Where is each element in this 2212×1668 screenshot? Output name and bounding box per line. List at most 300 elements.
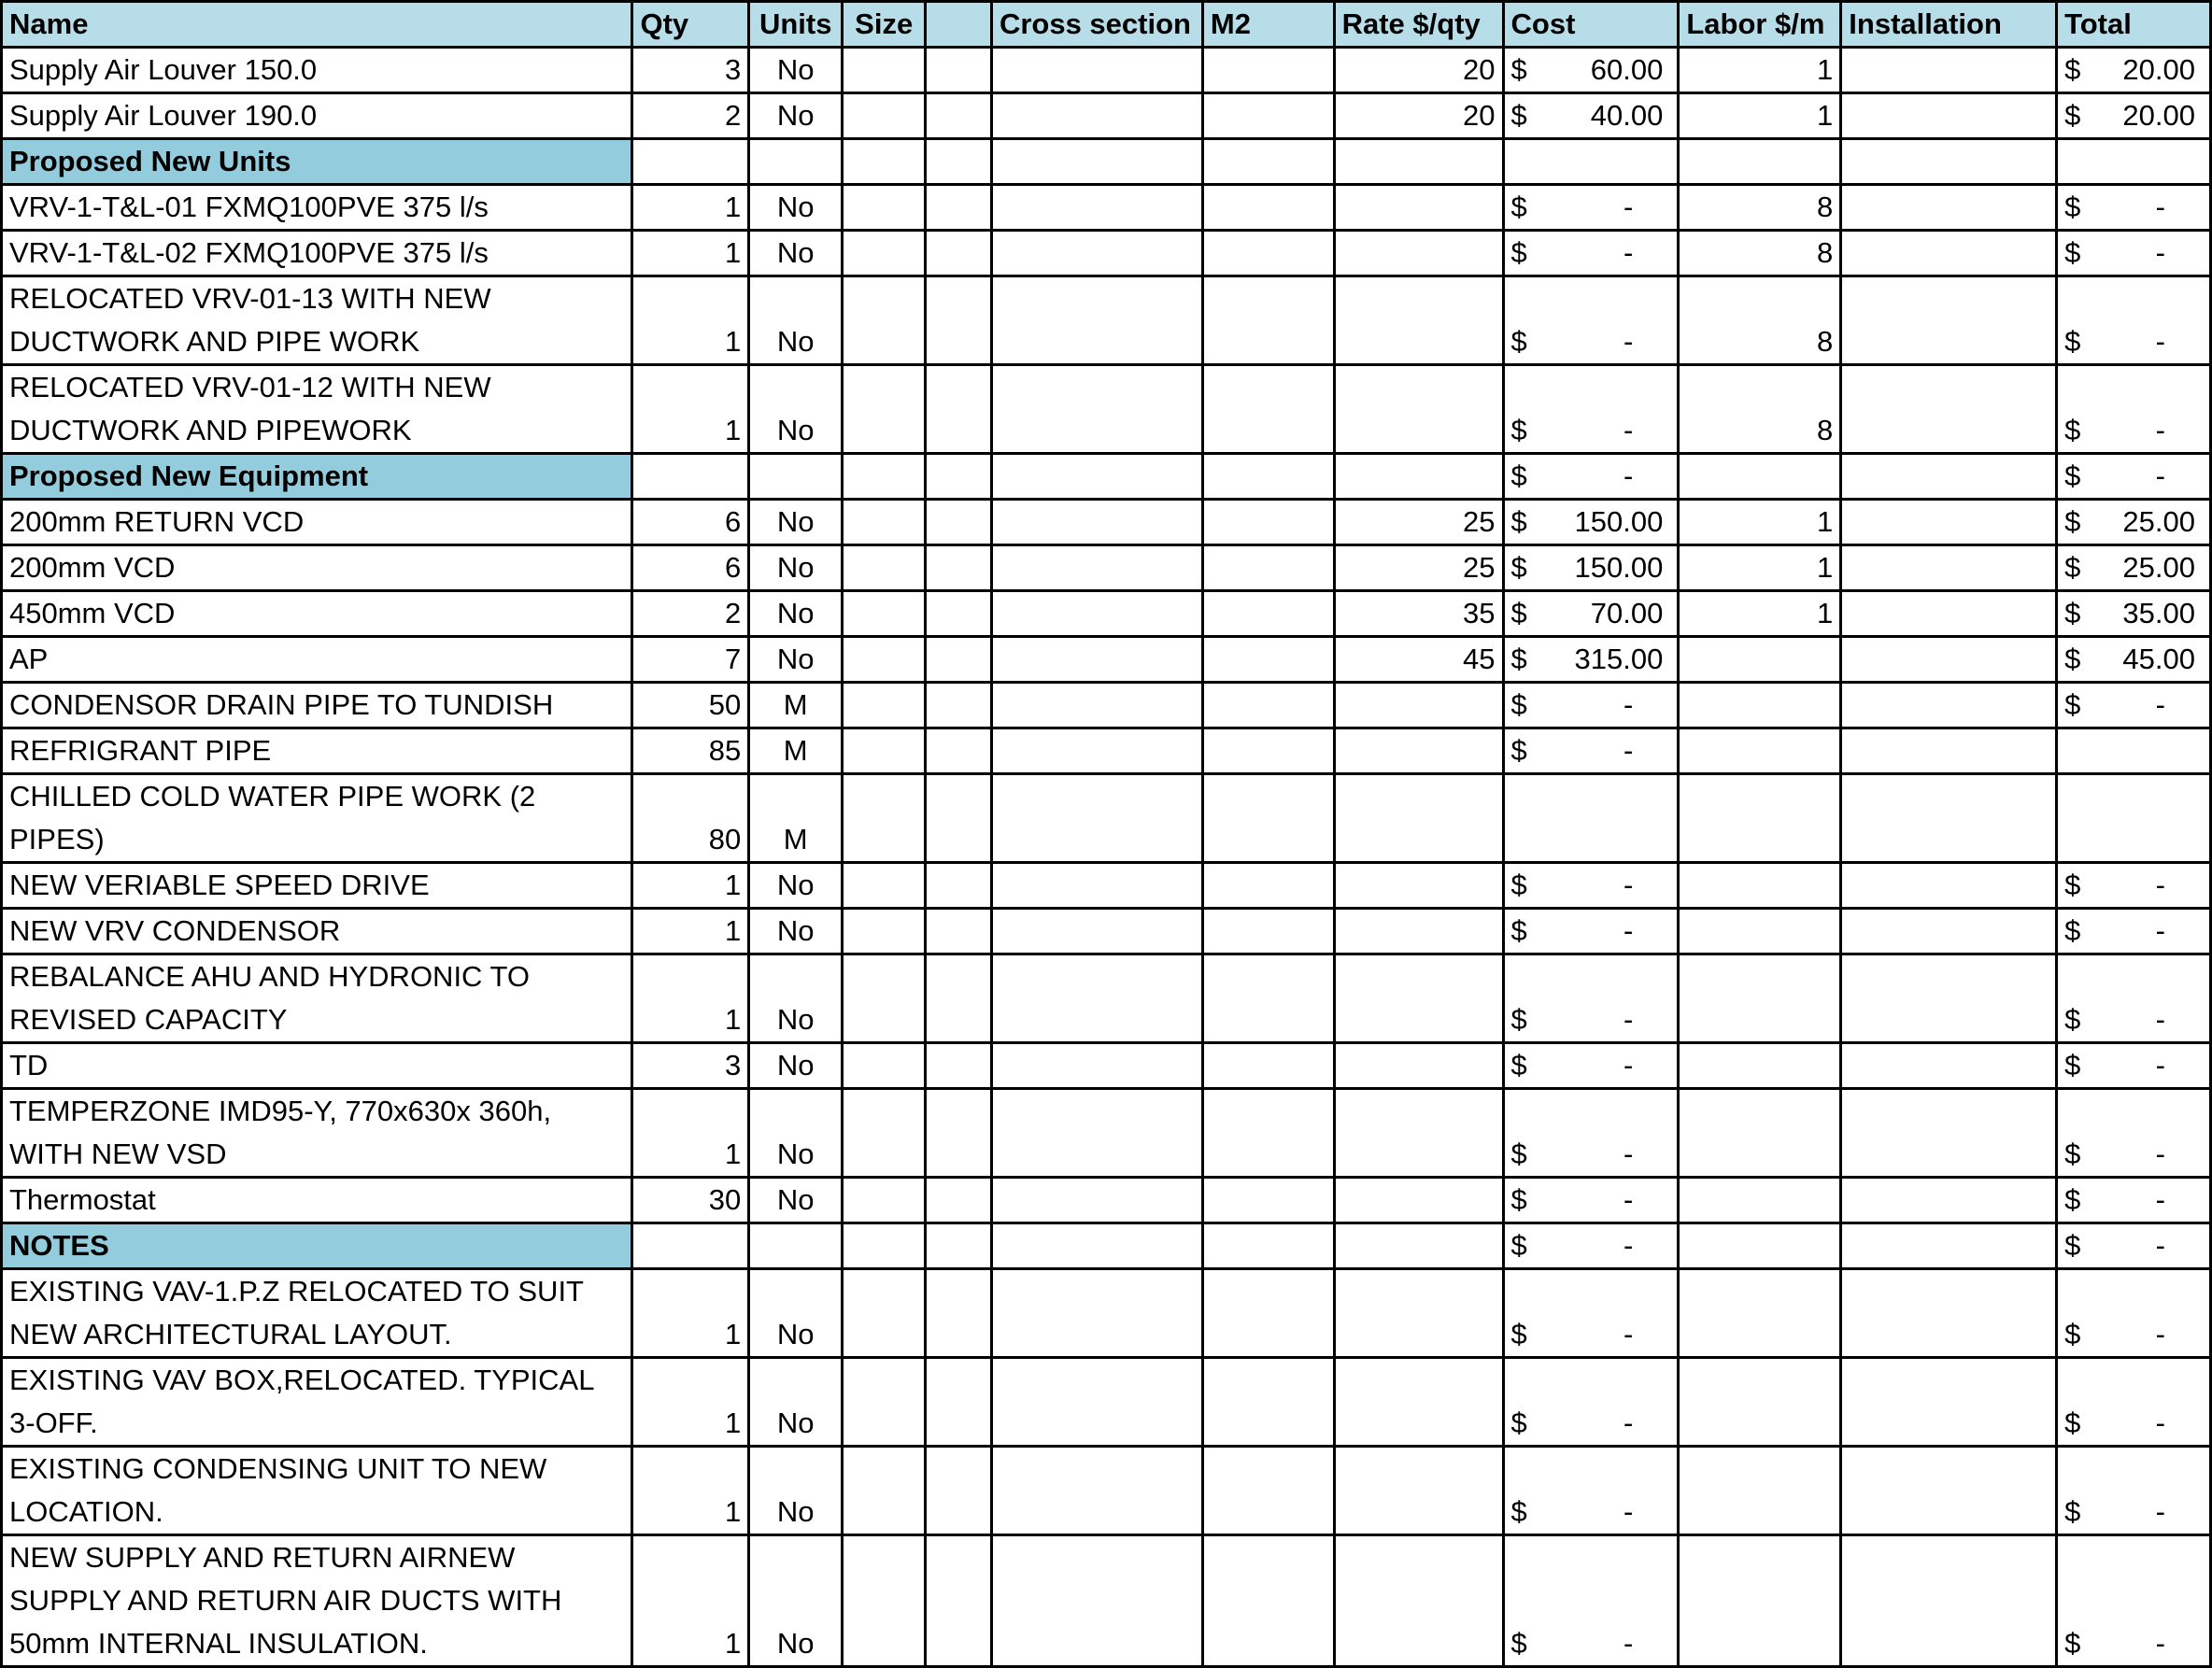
cell-cross-section[interactable] (991, 454, 1202, 500)
cell-installation[interactable] (1841, 231, 2057, 276)
cell-size[interactable] (843, 1358, 926, 1447)
cell-m2[interactable] (1202, 591, 1334, 637)
cell-total[interactable] (2057, 48, 2211, 93)
header-size[interactable]: Size (843, 2, 926, 48)
cell-rate[interactable] (1334, 1089, 1503, 1178)
cell-size-2[interactable] (926, 909, 992, 954)
cell-cross-section[interactable] (991, 774, 1202, 863)
cell-rate[interactable] (1334, 1269, 1503, 1358)
cell-units[interactable]: No (749, 1535, 843, 1667)
cell-qty[interactable]: 1 (632, 231, 749, 276)
cell-units[interactable]: No (749, 500, 843, 545)
cell-cost[interactable] (1503, 774, 1679, 863)
cell-name[interactable]: Supply Air Louver 190.0 (2, 93, 632, 139)
cell-name[interactable]: EXISTING CONDENSING UNIT TO NEW LOCATION. (2, 1447, 632, 1535)
header-installation[interactable]: Installation (1841, 2, 2057, 48)
cell-m2[interactable] (1202, 728, 1334, 774)
cell-cost[interactable] (1503, 276, 1679, 365)
cell-m2[interactable] (1202, 1535, 1334, 1667)
cell-cost[interactable] (1503, 1535, 1679, 1667)
cell-size[interactable] (843, 48, 926, 93)
cell-units[interactable]: No (749, 1269, 843, 1358)
cell-installation[interactable] (1841, 93, 2057, 139)
cell-total[interactable] (2057, 591, 2211, 637)
cell-labor[interactable] (1679, 637, 1841, 683)
cell-installation[interactable] (1841, 500, 2057, 545)
cell-cross-section[interactable] (991, 954, 1202, 1043)
cell-rate[interactable]: 20 (1334, 48, 1503, 93)
cell-cost[interactable] (1503, 545, 1679, 591)
cell-cost[interactable] (1503, 909, 1679, 954)
cell-qty[interactable]: 6 (632, 545, 749, 591)
cell-labor[interactable] (1679, 139, 1841, 185)
cell-installation[interactable] (1841, 954, 2057, 1043)
cell-rate[interactable]: 35 (1334, 591, 1503, 637)
cell-qty[interactable]: 6 (632, 500, 749, 545)
cell-size[interactable] (843, 1178, 926, 1223)
cell-units[interactable]: No (749, 1358, 843, 1447)
cell-qty[interactable]: 1 (632, 1535, 749, 1667)
cell-units[interactable]: No (749, 1178, 843, 1223)
cell-m2[interactable] (1202, 1358, 1334, 1447)
cell-size-2[interactable] (926, 863, 992, 909)
cell-cost[interactable] (1503, 1269, 1679, 1358)
cell-size[interactable] (843, 728, 926, 774)
cell-size-2[interactable] (926, 728, 992, 774)
cell-labor[interactable]: 8 (1679, 185, 1841, 231)
cell-name[interactable]: RELOCATED VRV-01-12 WITH NEW DUCTWORK AND PIPEWORK (2, 365, 632, 454)
cell-qty[interactable]: 1 (632, 1447, 749, 1535)
cell-cost[interactable] (1503, 93, 1679, 139)
cell-total[interactable] (2057, 1043, 2211, 1089)
cell-m2[interactable] (1202, 637, 1334, 683)
cell-m2[interactable] (1202, 774, 1334, 863)
cell-installation[interactable] (1841, 637, 2057, 683)
cell-rate[interactable]: 45 (1334, 637, 1503, 683)
cell-labor[interactable]: 1 (1679, 545, 1841, 591)
cell-cost[interactable] (1503, 48, 1679, 93)
cell-labor[interactable] (1679, 1089, 1841, 1178)
cell-cross-section[interactable] (991, 1535, 1202, 1667)
cell-qty[interactable]: 1 (632, 1358, 749, 1447)
cell-rate[interactable] (1334, 139, 1503, 185)
cell-labor[interactable] (1679, 683, 1841, 728)
cell-m2[interactable] (1202, 1269, 1334, 1358)
cell-cost[interactable] (1503, 1178, 1679, 1223)
cell-cross-section[interactable] (991, 139, 1202, 185)
cell-qty[interactable]: 1 (632, 1269, 749, 1358)
cell-size-2[interactable] (926, 1358, 992, 1447)
cell-labor[interactable] (1679, 909, 1841, 954)
cell-total[interactable] (2057, 909, 2211, 954)
cell-total[interactable] (2057, 93, 2211, 139)
cell-installation[interactable] (1841, 1089, 2057, 1178)
cell-qty[interactable]: 1 (632, 185, 749, 231)
cell-cost[interactable] (1503, 185, 1679, 231)
cell-installation[interactable] (1841, 863, 2057, 909)
header-units[interactable]: Units (749, 2, 843, 48)
cell-total[interactable] (2057, 954, 2211, 1043)
cell-cross-section[interactable] (991, 276, 1202, 365)
cell-size-2[interactable] (926, 1447, 992, 1535)
cell-qty[interactable]: 2 (632, 591, 749, 637)
cell-total[interactable] (2057, 1535, 2211, 1667)
cell-cost[interactable] (1503, 1223, 1679, 1269)
cell-size[interactable] (843, 231, 926, 276)
cell-cross-section[interactable] (991, 365, 1202, 454)
cell-rate[interactable] (1334, 1178, 1503, 1223)
cell-units[interactable]: No (749, 1043, 843, 1089)
cell-total[interactable] (2057, 728, 2211, 774)
cell-cross-section[interactable] (991, 728, 1202, 774)
cell-total[interactable] (2057, 454, 2211, 500)
cell-labor[interactable] (1679, 1178, 1841, 1223)
cell-size-2[interactable] (926, 1043, 992, 1089)
cell-cross-section[interactable] (991, 1447, 1202, 1535)
cell-cross-section[interactable] (991, 1223, 1202, 1269)
cell-size-2[interactable] (926, 276, 992, 365)
cell-size-2[interactable] (926, 500, 992, 545)
cell-qty[interactable]: 30 (632, 1178, 749, 1223)
cell-units[interactable]: No (749, 637, 843, 683)
cell-installation[interactable] (1841, 545, 2057, 591)
cell-size-2[interactable] (926, 93, 992, 139)
cell-rate[interactable] (1334, 1535, 1503, 1667)
cell-name[interactable]: RELOCATED VRV-01-13 WITH NEW DUCTWORK AND PIPE WORK (2, 276, 632, 365)
cell-units[interactable]: No (749, 48, 843, 93)
cell-qty[interactable]: 3 (632, 48, 749, 93)
cell-cost[interactable] (1503, 591, 1679, 637)
cell-size-2[interactable] (926, 545, 992, 591)
cell-m2[interactable] (1202, 139, 1334, 185)
cell-size[interactable] (843, 545, 926, 591)
cell-total[interactable] (2057, 637, 2211, 683)
cell-cross-section[interactable] (991, 231, 1202, 276)
cell-qty[interactable]: 2 (632, 93, 749, 139)
cell-total[interactable] (2057, 365, 2211, 454)
header-name[interactable]: Name (2, 2, 632, 48)
cell-installation[interactable] (1841, 1358, 2057, 1447)
cell-units[interactable]: M (749, 728, 843, 774)
cell-installation[interactable] (1841, 774, 2057, 863)
cell-m2[interactable] (1202, 954, 1334, 1043)
cell-m2[interactable] (1202, 93, 1334, 139)
cell-units[interactable]: No (749, 276, 843, 365)
cell-rate[interactable] (1334, 683, 1503, 728)
cell-name[interactable]: EXISTING VAV-1.P.Z RELOCATED TO SUIT NEW ARCHITECTURAL LAYOUT. (2, 1269, 632, 1358)
cell-size-2[interactable] (926, 1178, 992, 1223)
cell-units[interactable]: No (749, 545, 843, 591)
cell-cost[interactable] (1503, 1447, 1679, 1535)
cell-labor[interactable]: 8 (1679, 231, 1841, 276)
cell-m2[interactable] (1202, 48, 1334, 93)
cell-cost[interactable] (1503, 231, 1679, 276)
cell-size-2[interactable] (926, 454, 992, 500)
cell-size-2[interactable] (926, 1223, 992, 1269)
cell-size[interactable] (843, 93, 926, 139)
cell-total[interactable] (2057, 545, 2211, 591)
cell-name[interactable]: AP (2, 637, 632, 683)
cell-cross-section[interactable] (991, 500, 1202, 545)
cell-rate[interactable] (1334, 231, 1503, 276)
cell-size[interactable] (843, 774, 926, 863)
cell-units[interactable]: No (749, 231, 843, 276)
cell-m2[interactable] (1202, 231, 1334, 276)
cell-units[interactable] (749, 454, 843, 500)
header-m2[interactable]: M2 (1202, 2, 1334, 48)
cell-total[interactable] (2057, 1269, 2211, 1358)
cell-qty[interactable]: 50 (632, 683, 749, 728)
header-labor[interactable]: Labor $/m (1679, 2, 1841, 48)
cell-rate[interactable] (1334, 185, 1503, 231)
cell-size[interactable] (843, 185, 926, 231)
cell-units[interactable]: No (749, 1089, 843, 1178)
cell-labor[interactable]: 1 (1679, 591, 1841, 637)
cell-m2[interactable] (1202, 500, 1334, 545)
cell-m2[interactable] (1202, 276, 1334, 365)
cell-size[interactable] (843, 1089, 926, 1178)
header-cost[interactable]: Cost (1503, 2, 1679, 48)
cell-installation[interactable] (1841, 728, 2057, 774)
cell-cost[interactable] (1503, 454, 1679, 500)
cell-total[interactable] (2057, 276, 2211, 365)
cell-total[interactable] (2057, 1223, 2211, 1269)
cell-rate[interactable] (1334, 863, 1503, 909)
cell-cost[interactable] (1503, 637, 1679, 683)
cell-cross-section[interactable] (991, 48, 1202, 93)
cell-rate[interactable] (1334, 1223, 1503, 1269)
cell-size-2[interactable] (926, 591, 992, 637)
cell-name[interactable]: TEMPERZONE IMD95-Y, 770x630x 360h, WITH NEW VSD (2, 1089, 632, 1178)
cell-units[interactable]: No (749, 365, 843, 454)
cell-m2[interactable] (1202, 365, 1334, 454)
cell-cost[interactable] (1503, 863, 1679, 909)
cell-cost[interactable] (1503, 365, 1679, 454)
cell-size-2[interactable] (926, 1535, 992, 1667)
cell-cost[interactable] (1503, 683, 1679, 728)
cell-size[interactable] (843, 863, 926, 909)
cell-cost[interactable] (1503, 954, 1679, 1043)
cell-cross-section[interactable] (991, 683, 1202, 728)
cell-name[interactable]: 200mm RETURN VCD (2, 500, 632, 545)
cell-m2[interactable] (1202, 545, 1334, 591)
cell-labor[interactable]: 8 (1679, 365, 1841, 454)
cell-rate[interactable] (1334, 454, 1503, 500)
cell-total[interactable] (2057, 863, 2211, 909)
cell-labor[interactable] (1679, 863, 1841, 909)
cell-m2[interactable] (1202, 683, 1334, 728)
cell-units[interactable]: No (749, 1447, 843, 1535)
cell-installation[interactable] (1841, 1178, 2057, 1223)
cell-qty[interactable]: 1 (632, 365, 749, 454)
header-blank[interactable] (926, 2, 992, 48)
cell-installation[interactable] (1841, 276, 2057, 365)
cell-total[interactable] (2057, 1447, 2211, 1535)
cell-installation[interactable] (1841, 1043, 2057, 1089)
cell-size-2[interactable] (926, 1089, 992, 1178)
cell-units[interactable] (749, 1223, 843, 1269)
cell-cost[interactable] (1503, 1043, 1679, 1089)
cell-size-2[interactable] (926, 954, 992, 1043)
cell-rate[interactable] (1334, 774, 1503, 863)
cell-labor[interactable]: 8 (1679, 276, 1841, 365)
cell-m2[interactable] (1202, 185, 1334, 231)
cell-total[interactable] (2057, 1089, 2211, 1178)
cell-labor[interactable] (1679, 774, 1841, 863)
cell-size[interactable] (843, 683, 926, 728)
cell-size[interactable] (843, 1223, 926, 1269)
cell-labor[interactable] (1679, 728, 1841, 774)
header-cross-section[interactable]: Cross section (991, 2, 1202, 48)
cell-m2[interactable] (1202, 909, 1334, 954)
cell-labor[interactable] (1679, 1223, 1841, 1269)
cell-total[interactable] (2057, 1178, 2211, 1223)
cell-name[interactable]: REFRIGRANT PIPE (2, 728, 632, 774)
cell-size[interactable] (843, 1535, 926, 1667)
cell-units[interactable]: No (749, 863, 843, 909)
cell-units[interactable]: No (749, 185, 843, 231)
cell-cross-section[interactable] (991, 637, 1202, 683)
cell-qty[interactable]: 1 (632, 276, 749, 365)
cell-size-2[interactable] (926, 48, 992, 93)
cell-labor[interactable] (1679, 1358, 1841, 1447)
cell-qty[interactable]: 85 (632, 728, 749, 774)
cell-units[interactable]: No (749, 909, 843, 954)
cell-rate[interactable] (1334, 728, 1503, 774)
cell-labor[interactable]: 1 (1679, 500, 1841, 545)
cell-labor[interactable] (1679, 1447, 1841, 1535)
cell-size-2[interactable] (926, 637, 992, 683)
cell-installation[interactable] (1841, 591, 2057, 637)
header-qty[interactable]: Qty (632, 2, 749, 48)
cell-name[interactable]: NEW SUPPLY AND RETURN AIRNEW SUPPLY AND RETURN AIR DUCTS WITH 50mm INTERNAL INSULATION. (2, 1535, 632, 1667)
cell-total[interactable] (2057, 500, 2211, 545)
cell-size-2[interactable] (926, 139, 992, 185)
cell-name[interactable]: NOTES (2, 1223, 632, 1269)
cell-name[interactable]: NEW VERIABLE SPEED DRIVE (2, 863, 632, 909)
cell-size[interactable] (843, 365, 926, 454)
cell-units[interactable]: M (749, 774, 843, 863)
cell-cross-section[interactable] (991, 545, 1202, 591)
cell-qty[interactable]: 1 (632, 863, 749, 909)
cell-size[interactable] (843, 454, 926, 500)
cell-units[interactable]: No (749, 93, 843, 139)
cell-size[interactable] (843, 637, 926, 683)
cell-size[interactable] (843, 909, 926, 954)
cell-rate[interactable] (1334, 1447, 1503, 1535)
cell-size[interactable] (843, 954, 926, 1043)
cell-installation[interactable] (1841, 1223, 2057, 1269)
cell-cross-section[interactable] (991, 1178, 1202, 1223)
cell-qty[interactable]: 80 (632, 774, 749, 863)
cell-name[interactable]: CHILLED COLD WATER PIPE WORK (2 PIPES) (2, 774, 632, 863)
cell-cross-section[interactable] (991, 1043, 1202, 1089)
cell-size-2[interactable] (926, 365, 992, 454)
cell-labor[interactable]: 1 (1679, 48, 1841, 93)
cell-qty[interactable] (632, 139, 749, 185)
cell-m2[interactable] (1202, 863, 1334, 909)
cell-installation[interactable] (1841, 365, 2057, 454)
cell-size-2[interactable] (926, 1269, 992, 1358)
cell-cost[interactable] (1503, 1089, 1679, 1178)
cell-m2[interactable] (1202, 1043, 1334, 1089)
cell-labor[interactable] (1679, 1535, 1841, 1667)
cell-qty[interactable]: 3 (632, 1043, 749, 1089)
cell-qty[interactable] (632, 1223, 749, 1269)
cell-qty[interactable]: 1 (632, 909, 749, 954)
cell-name[interactable]: Thermostat (2, 1178, 632, 1223)
cell-rate[interactable] (1334, 276, 1503, 365)
cell-name[interactable]: REBALANCE AHU AND HYDRONIC TO REVISED CAPACITY (2, 954, 632, 1043)
cell-total[interactable] (2057, 231, 2211, 276)
cell-installation[interactable] (1841, 454, 2057, 500)
cell-total[interactable] (2057, 139, 2211, 185)
cell-cross-section[interactable] (991, 1269, 1202, 1358)
cell-rate[interactable]: 25 (1334, 500, 1503, 545)
cell-installation[interactable] (1841, 1269, 2057, 1358)
cell-labor[interactable] (1679, 1269, 1841, 1358)
cell-m2[interactable] (1202, 1089, 1334, 1178)
cell-size[interactable] (843, 1043, 926, 1089)
cell-cost[interactable] (1503, 139, 1679, 185)
cell-size[interactable] (843, 500, 926, 545)
cell-labor[interactable] (1679, 454, 1841, 500)
cell-rate[interactable] (1334, 1358, 1503, 1447)
cell-rate[interactable] (1334, 954, 1503, 1043)
cell-rate[interactable] (1334, 1043, 1503, 1089)
cell-name[interactable]: VRV-1-T&L-02 FXMQ100PVE 375 l/s (2, 231, 632, 276)
cell-name[interactable]: EXISTING VAV BOX,RELOCATED. TYPICAL 3-OFF. (2, 1358, 632, 1447)
cell-labor[interactable] (1679, 954, 1841, 1043)
cell-name[interactable]: Proposed New Units (2, 139, 632, 185)
cell-name[interactable]: Proposed New Equipment (2, 454, 632, 500)
cell-name[interactable]: 450mm VCD (2, 591, 632, 637)
cell-cross-section[interactable] (991, 863, 1202, 909)
cell-units[interactable] (749, 139, 843, 185)
cell-name[interactable]: Supply Air Louver 150.0 (2, 48, 632, 93)
cell-name[interactable]: CONDENSOR DRAIN PIPE TO TUNDISH (2, 683, 632, 728)
cell-rate[interactable]: 25 (1334, 545, 1503, 591)
cell-installation[interactable] (1841, 1535, 2057, 1667)
cell-name[interactable]: VRV-1-T&L-01 FXMQ100PVE 375 l/s (2, 185, 632, 231)
cell-cross-section[interactable] (991, 591, 1202, 637)
cell-size-2[interactable] (926, 185, 992, 231)
cell-total[interactable] (2057, 185, 2211, 231)
cell-cost[interactable] (1503, 728, 1679, 774)
cell-units[interactable]: No (749, 591, 843, 637)
cell-installation[interactable] (1841, 139, 2057, 185)
cell-installation[interactable] (1841, 683, 2057, 728)
cell-m2[interactable] (1202, 1178, 1334, 1223)
cell-size-2[interactable] (926, 683, 992, 728)
cell-name[interactable]: 200mm VCD (2, 545, 632, 591)
cell-cross-section[interactable] (991, 185, 1202, 231)
cell-installation[interactable] (1841, 185, 2057, 231)
cell-qty[interactable]: 1 (632, 1089, 749, 1178)
cell-size[interactable] (843, 1447, 926, 1535)
cell-m2[interactable] (1202, 1447, 1334, 1535)
cell-cost[interactable] (1503, 500, 1679, 545)
cell-cross-section[interactable] (991, 1089, 1202, 1178)
cell-name[interactable]: NEW VRV CONDENSOR (2, 909, 632, 954)
cell-rate[interactable]: 20 (1334, 93, 1503, 139)
cell-size[interactable] (843, 139, 926, 185)
cell-total[interactable] (2057, 1358, 2211, 1447)
cell-size-2[interactable] (926, 774, 992, 863)
cell-size[interactable] (843, 1269, 926, 1358)
cell-m2[interactable] (1202, 1223, 1334, 1269)
cell-units[interactable]: No (749, 954, 843, 1043)
